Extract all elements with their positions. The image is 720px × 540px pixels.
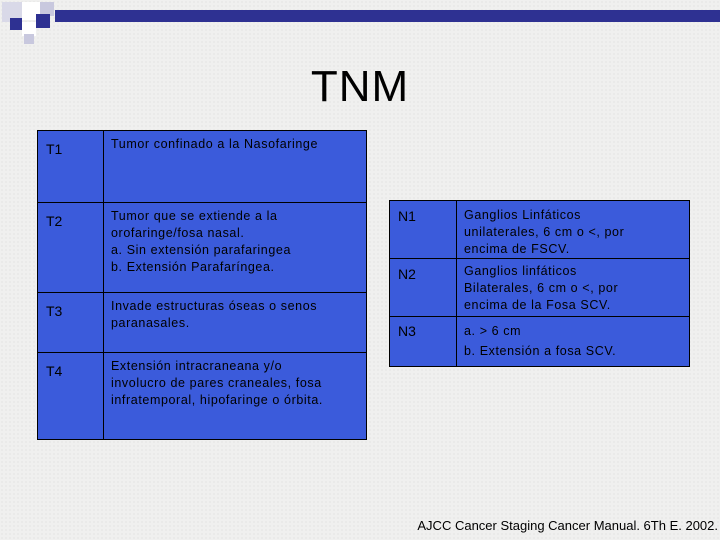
source-caption: AJCC Cancer Staging Cancer Manual. 6Th E. 2002.: [417, 518, 718, 533]
stage-description: [104, 353, 367, 440]
stage-code: N2: [390, 259, 457, 317]
deco-square: [24, 34, 34, 44]
description-line: paranasales.: [111, 316, 190, 330]
description-line: encima de la Fosa SCV.: [464, 298, 611, 312]
description-line: encima de FSCV.: [464, 242, 570, 256]
description-line: Ganglios linfáticos: [464, 264, 577, 278]
table-row: [390, 317, 690, 367]
description-line: orofaringe/fosa nasal.: [111, 226, 245, 240]
stage-description: [104, 203, 367, 293]
description-line: b. Extensión Parafaríngea.: [111, 260, 275, 274]
stage-code: T3: [38, 293, 104, 353]
t-stage-table: [37, 130, 367, 440]
n-stage-table: [389, 200, 690, 367]
stage-description: [457, 201, 690, 259]
description-line: Tumor confinado a la Nasofaringe: [111, 137, 319, 151]
description-line: Ganglios Linfáticos: [464, 208, 582, 222]
table-row: [390, 259, 690, 317]
description-line: infratemporal, hipofaringe o órbita.: [111, 393, 323, 407]
deco-square: [10, 18, 22, 30]
description-line: a. Sin extensión parafaringea: [111, 243, 292, 257]
deco-square: [36, 14, 50, 28]
description-line: Bilaterales, 6 cm o <, por: [464, 281, 619, 295]
table-row: [38, 293, 367, 353]
stage-description: [457, 317, 690, 367]
stage-code: T1: [38, 131, 104, 203]
stage-code: N3: [390, 317, 457, 367]
description-line: Extensión intracraneana y/o: [111, 359, 283, 373]
description-line: Tumor que se extiende a la: [111, 209, 278, 223]
description-line: b. Extensión a fosa SCV.: [464, 344, 617, 358]
stage-description: [457, 259, 690, 317]
table-row: [38, 203, 367, 293]
description-line: a. > 6 cm: [464, 324, 522, 338]
stage-code: N1: [390, 201, 457, 259]
description-line: unilaterales, 6 cm o <, por: [464, 225, 625, 239]
stage-code: T4: [38, 353, 104, 440]
description-line: involucro de pares craneales, fosa: [111, 376, 322, 390]
stage-code: T2: [38, 203, 104, 293]
slide-title: TNM: [310, 62, 410, 111]
header-bar: [55, 10, 720, 22]
table-row: [38, 353, 367, 440]
stage-description: [104, 293, 367, 353]
table-row: [38, 131, 367, 203]
description-line: Invade estructuras óseas o senos: [111, 299, 318, 313]
table-row: [390, 201, 690, 259]
stage-description: [104, 131, 367, 203]
